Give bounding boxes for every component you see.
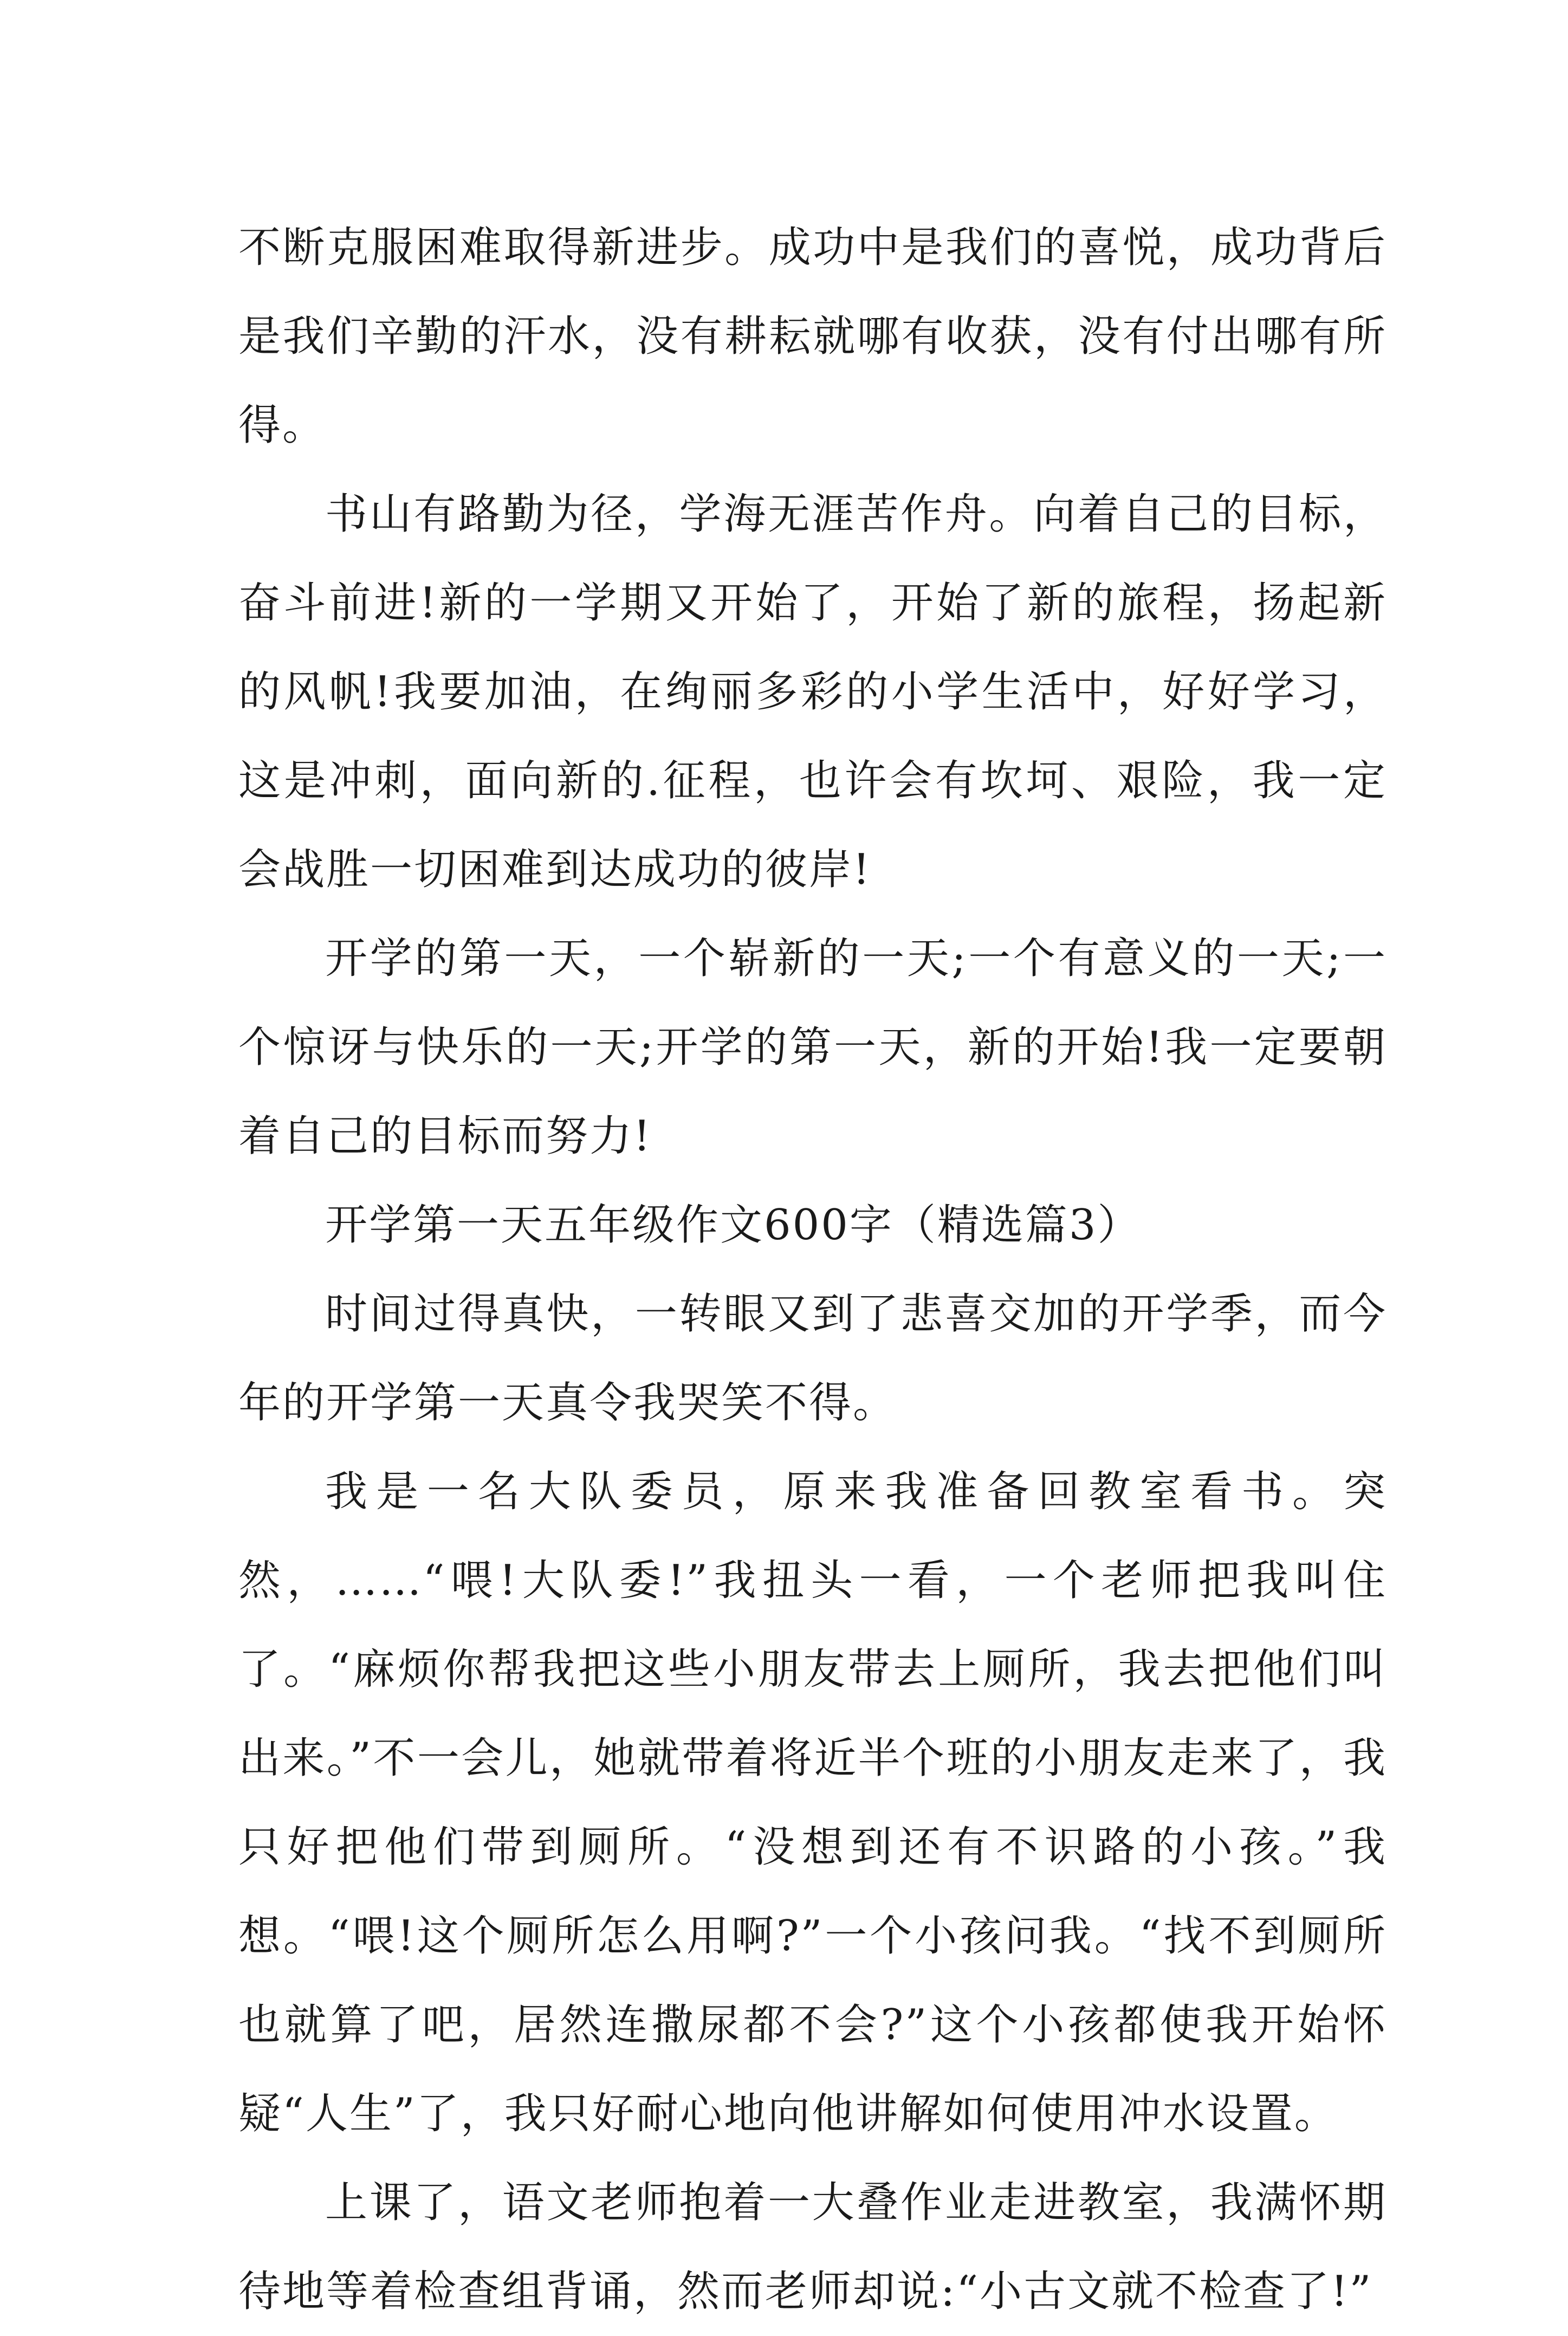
paragraph-4: 时间过得真快，一转眼又到了悲喜交加的开学季，而今年的开学第一天真令我哭笑不得。 xyxy=(238,1290,1387,1427)
paragraph-6: 上课了，语文老师抱着一大叠作业走进教室，我满怀期待地等着检查组背诵，然而老师却说:“小古文就不检查了!” xyxy=(238,2178,1387,2316)
paragraph-1: 不断克服困难取得新进步。成功中是我们的喜悦，成功背后是我们辛勤的汗水，没有耕耘就哪有收获，没有付出哪有所得。 xyxy=(238,223,1387,450)
paragraph-3: 开学的第一天，一个崭新的一天;一个有意义的一天;一个惊讶与快乐的一天;开学的第一天，新的开始!我一定要朝着自己的目标而努力! xyxy=(238,934,1387,1161)
section-heading: 开学第一天五年级作文600字（精选篇3） xyxy=(325,1201,1142,1250)
paragraph-2: 书山有路勤为径，学海无涯苦作舟。向着自己的目标，奋斗前进!新的一学期又开始了，开始了新的旅程，扬起新的风帆!我要加油，在绚丽多彩的小学生活中，好好学习，这是冲刺，面向新的.征程，也许会有坎坷、艰险，我一定会战胜一切困难到达成功的彼岸! xyxy=(238,490,1387,894)
paragraph-5: 我是一名大队委员，原来我准备回教室看书。突然，……“喂!大队委!”我扭头一看，一个老师把我叫住了。“麻烦你帮我把这些小朋友带去上厕所，我去把他们叫出来。”不一会儿，她就带着将近半个班的小朋友走来了，我只好把他们带到厕所。“没想到还有不识路的小孩。”我想。“喂!这个厕所怎么用啊?”一个小孩问我。“找不到厕所也就算了吧，居然连撒尿都不会?”这个小孩都使我开始怀疑“人生”了，我只好耐心地向他讲解如何使用冲水设置。 xyxy=(238,1467,1387,2138)
document-body xyxy=(238,203,1387,2336)
